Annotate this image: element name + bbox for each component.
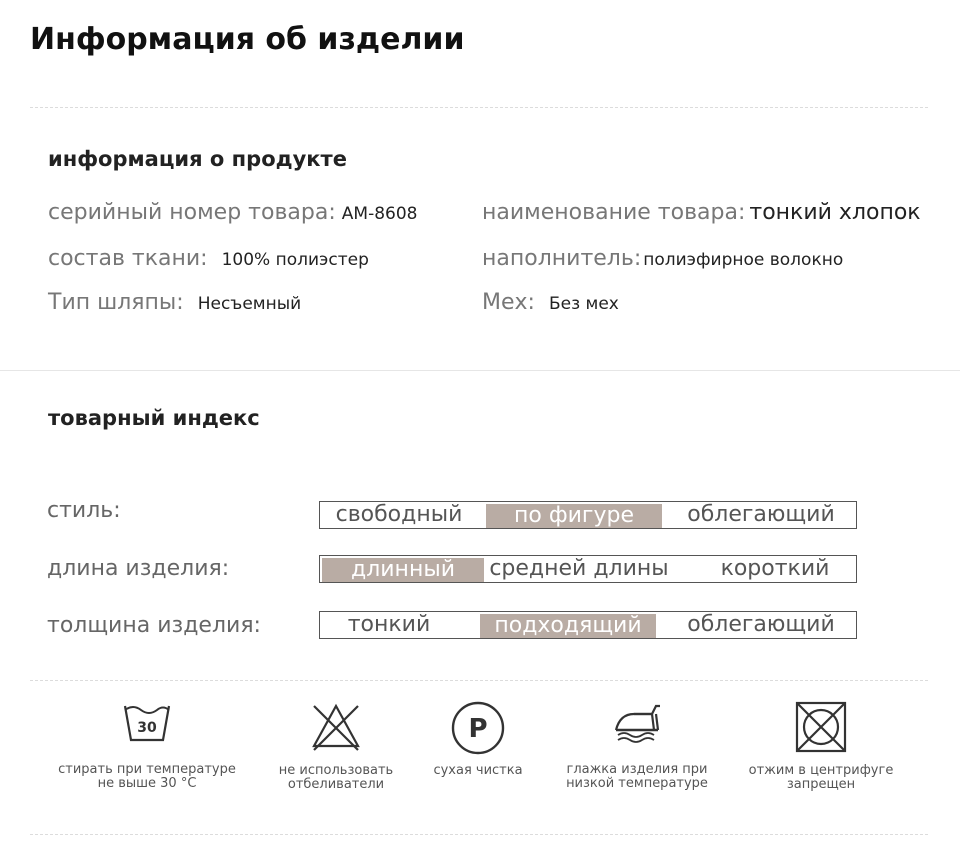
divider xyxy=(30,107,928,108)
info-label: наименование товара: xyxy=(482,200,746,225)
index-label-length: длина изделия: xyxy=(47,556,230,581)
no-bleach-icon xyxy=(309,700,363,754)
care-text-line: запрещен xyxy=(786,777,856,792)
care-text-line: отжим в центрифуге xyxy=(748,763,894,778)
info-label: наполнитель: xyxy=(482,246,642,271)
thickness-scale xyxy=(319,611,857,639)
product-info-heading: информация о продукте xyxy=(48,147,347,171)
care-text xyxy=(537,763,737,791)
divider xyxy=(0,370,960,371)
scale-option: тонкий xyxy=(347,612,431,637)
info-value: AM-8608 xyxy=(341,204,418,224)
care-item-tumble xyxy=(731,700,911,792)
scale-option: средней длины xyxy=(489,556,669,581)
info-row-fabric xyxy=(48,246,369,271)
info-value: Без мех xyxy=(548,294,619,314)
length-scale xyxy=(319,555,857,583)
info-row-fur xyxy=(482,290,619,315)
scale-option-selected: по фигуре xyxy=(486,504,662,528)
scale-option-selected: подходящий xyxy=(480,614,656,638)
index-label-thickness: толщина изделия: xyxy=(47,613,261,638)
care-text-line: низкой температуре xyxy=(566,776,708,791)
info-label: серийный номер товара: xyxy=(48,200,336,225)
dry-clean-p-icon xyxy=(450,700,506,756)
wash-30-icon xyxy=(122,700,172,744)
care-item-iron xyxy=(537,700,737,791)
care-text-line: стирать при температуре xyxy=(58,762,236,777)
info-value: тонкий хлопок xyxy=(749,200,921,225)
scale-option-selected: длинный xyxy=(322,558,484,582)
care-text-line: не выше 30 °C xyxy=(97,776,197,791)
info-row-serial xyxy=(48,200,417,225)
style-scale xyxy=(319,501,857,529)
scale-option: облегающий xyxy=(687,612,835,637)
divider xyxy=(30,680,928,681)
care-text xyxy=(47,763,247,791)
care-text-line: глажка изделия при xyxy=(566,762,708,777)
care-item-wash xyxy=(47,700,247,791)
index-label-style: стиль: xyxy=(47,498,121,523)
care-text-line: сухая чистка xyxy=(433,763,523,778)
product-index-heading: товарный индекс xyxy=(48,406,260,430)
info-value: полиэфирное волокно xyxy=(643,250,844,270)
care-item-bleach xyxy=(246,700,426,792)
care-text-line: отбеливатели xyxy=(287,777,385,792)
care-text xyxy=(246,764,426,792)
divider xyxy=(30,834,928,835)
iron-low-icon xyxy=(612,700,662,744)
care-item-dryclean xyxy=(408,700,548,778)
page-title: Информация об изделии xyxy=(30,22,465,57)
info-row-name xyxy=(482,200,921,225)
info-label: Тип шляпы: xyxy=(48,290,184,315)
care-text xyxy=(408,764,548,778)
scale-option: облегающий xyxy=(687,502,835,527)
info-label: Мех: xyxy=(482,290,535,315)
info-value: Несъемный xyxy=(197,294,302,314)
info-value: 100% полиэстер xyxy=(221,250,369,270)
wash-temperature-label: 30 xyxy=(137,720,157,736)
scale-option: свободный xyxy=(335,502,463,527)
care-text xyxy=(731,764,911,792)
no-tumble-dry-icon xyxy=(794,700,848,754)
info-label: состав ткани: xyxy=(48,246,208,271)
info-row-filler xyxy=(482,246,843,271)
dry-clean-letter: P xyxy=(468,714,488,744)
care-text-line: не использовать xyxy=(278,763,394,778)
info-row-hat xyxy=(48,290,301,315)
scale-option: короткий xyxy=(720,556,830,581)
